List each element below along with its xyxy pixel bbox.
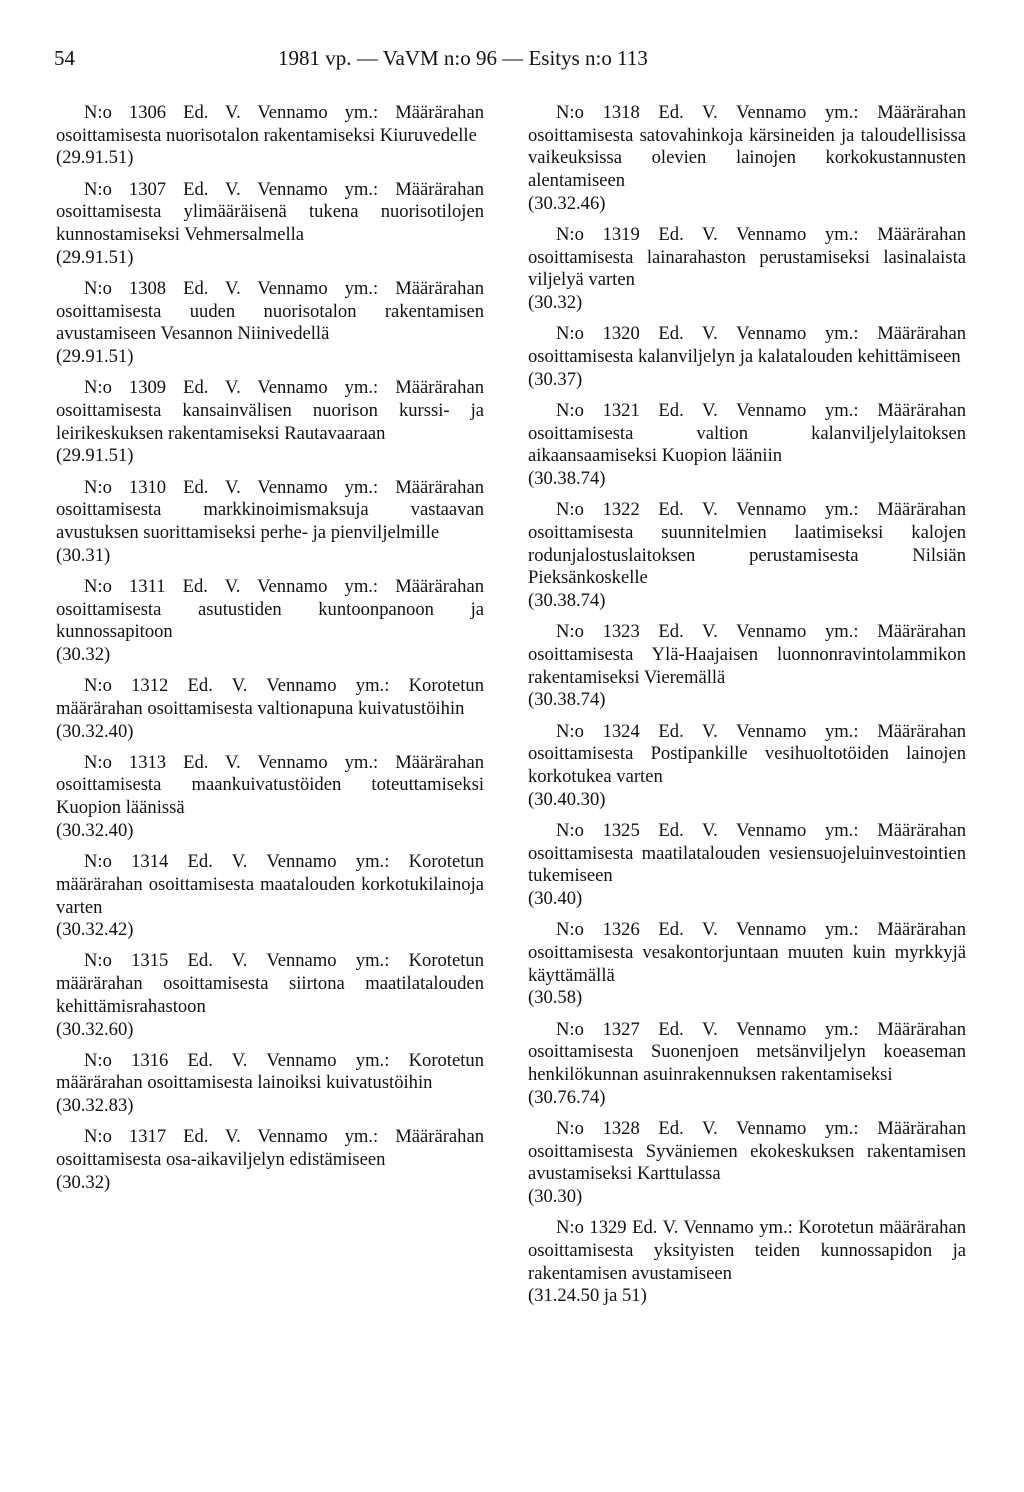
budget-reference: (30.38.74) [528, 468, 606, 490]
budget-reference: (31.24.50 ja 51) [528, 1285, 647, 1307]
running-title: 1981 vp. — VaVM n:o 96 — Esitys n:o 113 [278, 46, 648, 70]
motion-text: N:o 1326 Ed. V. Vennamo ym.: Määrärahan osoittamisesta vesakontorjuntaan muuten kuin myrkkyjä käyttämällä [528, 919, 966, 986]
motion-text: N:o 1315 Ed. V. Vennamo ym.: Korotetun määrärahan osoittamisesta siirtona maatilatalouden kehittämisrahastoon [56, 950, 484, 1017]
motion-entry-1307 [56, 179, 484, 270]
budget-reference: (30.31) [56, 544, 111, 566]
right-column [528, 102, 966, 1316]
motion-text: N:o 1320 Ed. V. Vennamo ym.: Määrärahan osoittamisesta kalanviljelyn ja kalatalouden kehittämiseen [528, 323, 966, 368]
motion-text: N:o 1327 Ed. V. Vennamo ym.: Määrärahan osoittamisesta Suonenjoen metsänviljelyn koeaseman henkilökunnan asuinrakennuksen rakentamiseksi [528, 1018, 966, 1085]
budget-reference: (30.37) [528, 368, 583, 390]
budget-reference: (30.76.74) [528, 1086, 606, 1108]
page-number: 54 [54, 46, 75, 70]
motion-entry-1327 [528, 1019, 966, 1110]
motion-text: N:o 1329 Ed. V. Vennamo ym.: Korotetun määrärahan osoittamisesta yksityisten teiden kunnossapidon ja rakentamisen avustamiseen [528, 1217, 966, 1284]
motion-text: N:o 1308 Ed. V. Vennamo ym.: Määrärahan osoittamisesta uuden nuorisotalon rakentamisen avustamiseen Vesannon Niinivedellä [56, 277, 484, 345]
budget-reference: (30.32) [528, 292, 583, 314]
motion-text: N:o 1314 Ed. V. Vennamo ym.: Korotetun määrärahan osoittamisesta maatalouden korkotukilainoja varten [56, 851, 484, 918]
motion-entry-1326 [528, 919, 966, 1010]
budget-reference: (30.58) [528, 987, 583, 1009]
motion-entry-1312 [56, 675, 484, 743]
motion-entry-1314 [56, 851, 484, 942]
motion-text: N:o 1324 Ed. V. Vennamo ym.: Määrärahan osoittamisesta Postipankille vesihuoltotöiden lainojen korkotukea varten [528, 720, 966, 787]
motion-text: N:o 1310 Ed. V. Vennamo ym.: Määrärahan osoittamisesta markkinoimismaksuja vastaavan avustuksen suorittamiseksi perhe- ja pienviljelmille [56, 476, 484, 543]
motion-entry-1311 [56, 576, 484, 667]
motion-text: N:o 1321 Ed. V. Vennamo ym.: Määrärahan osoittamisesta valtion kalanviljelylaitoksen aikaansaamiseksi Kuopion lääniin [528, 399, 966, 467]
motion-entry-1323 [528, 621, 966, 712]
motion-entry-1309 [56, 377, 484, 468]
motion-text: N:o 1325 Ed. V. Vennamo ym.: Määrärahan osoittamisesta maatilatalouden vesiensuojeluinvestointien tukemiseen [528, 819, 966, 887]
budget-reference: (30.32.83) [56, 1095, 134, 1117]
motion-entry-1310 [56, 477, 484, 568]
page-header [54, 46, 974, 76]
budget-reference: (30.38.74) [528, 590, 606, 612]
budget-reference: (30.38.74) [528, 689, 606, 711]
motion-entry-1316 [56, 1050, 484, 1118]
budget-reference: (30.32.42) [56, 919, 134, 941]
budget-reference: (29.91.51) [56, 346, 134, 368]
budget-reference: (30.32) [56, 1171, 111, 1193]
motion-text: N:o 1318 Ed. V. Vennamo ym.: Määrärahan osoittamisesta satovahinkoja kärsineiden ja taloudellisissa vaikeuksissa olevien lainojen korkokustannusten alentamiseen [528, 102, 966, 192]
motion-entry-1322 [528, 499, 966, 613]
motion-entry-1325 [528, 820, 966, 911]
budget-reference: (30.40) [528, 888, 583, 909]
motion-entry-1317 [56, 1126, 484, 1194]
budget-reference: (30.40.30) [528, 788, 606, 810]
budget-reference: (29.91.51) [56, 147, 134, 169]
motion-entry-1313 [56, 752, 484, 843]
budget-reference: (30.32.46) [528, 192, 606, 214]
motion-entry-1318 [528, 102, 966, 216]
motion-entry-1306 [56, 102, 484, 170]
motion-entry-1324 [528, 721, 966, 812]
motion-text: N:o 1312 Ed. V. Vennamo ym.: Korotetun määrärahan osoittamisesta valtionapuna kuivatustöihin [56, 675, 484, 719]
motion-entry-1320 [528, 323, 966, 391]
motion-text: N:o 1317 Ed. V. Vennamo ym.: Määrärahan osoittamisesta osa-aikaviljelyn edistämiseen [56, 1126, 484, 1171]
budget-reference: (29.91.51) [56, 445, 134, 467]
motion-text: N:o 1328 Ed. V. Vennamo ym.: Määrärahan osoittamisesta Syväniemen ekokeskuksen rakentamisen avustamiseksi Karttulassa [528, 1117, 966, 1185]
motion-text: N:o 1316 Ed. V. Vennamo ym.: Korotetun määrärahan osoittamisesta lainoiksi kuivatustöihin [56, 1049, 484, 1094]
motion-text: N:o 1313 Ed. V. Vennamo ym.: Määrärahan osoittamisesta maankuivatustöiden toteuttamiseksi Kuopion läänissä [56, 751, 484, 819]
motion-entry-1308 [56, 278, 484, 369]
motion-text: N:o 1322 Ed. V. Vennamo ym.: Määrärahan osoittamisesta suunnitelmien laatimiseksi kalojen rodunjalostuslaitoksen perustamisesta Nilsiän Pieksänkoskelle [528, 499, 966, 589]
motion-text: N:o 1323 Ed. V. Vennamo ym.: Määrärahan osoittamisesta Ylä-Haajaisen luonnonravintolammikon rakentamiseksi Vieremällä [528, 621, 966, 688]
left-column [56, 102, 484, 1203]
budget-reference: (30.32.60) [56, 1018, 134, 1040]
motion-entry-1321 [528, 400, 966, 491]
motion-text: N:o 1307 Ed. V. Vennamo ym.: Määrärahan osoittamisesta ylimääräisenä tukena nuorisotilojen kunnostamiseksi Vehmersalmella [56, 178, 484, 246]
motion-text: N:o 1311 Ed. V. Vennamo ym.: Määrärahan osoittamisesta asutustiden kuntoonpanoon ja kunnossapitoon [56, 575, 484, 643]
budget-reference: (30.30) [528, 1185, 583, 1207]
motion-entry-1329 [528, 1217, 966, 1308]
motion-text: N:o 1319 Ed. V. Vennamo ym.: Määrärahan osoittamisesta lainarahaston perustamiseksi lasinalaista viljelyä varten [528, 224, 966, 291]
budget-reference: (30.32.40) [56, 720, 134, 742]
motion-text: N:o 1306 Ed. V. Vennamo ym.: Määrärahan osoittamisesta nuorisotalon rakentamiseksi Kiuruvedelle [56, 102, 484, 146]
motion-text: N:o 1309 Ed. V. Vennamo ym.: Määrärahan osoittamisesta kansainvälisen nuorison kurssi- ja leirikeskuksen rakentamiseksi Rautavaaraan [56, 377, 484, 444]
budget-reference: (30.32.40) [56, 819, 134, 841]
budget-reference: (29.91.51) [56, 246, 134, 268]
motion-entry-1315 [56, 950, 484, 1041]
motion-entry-1319 [528, 224, 966, 315]
budget-reference: (30.32) [56, 643, 111, 665]
motion-entry-1328 [528, 1118, 966, 1209]
